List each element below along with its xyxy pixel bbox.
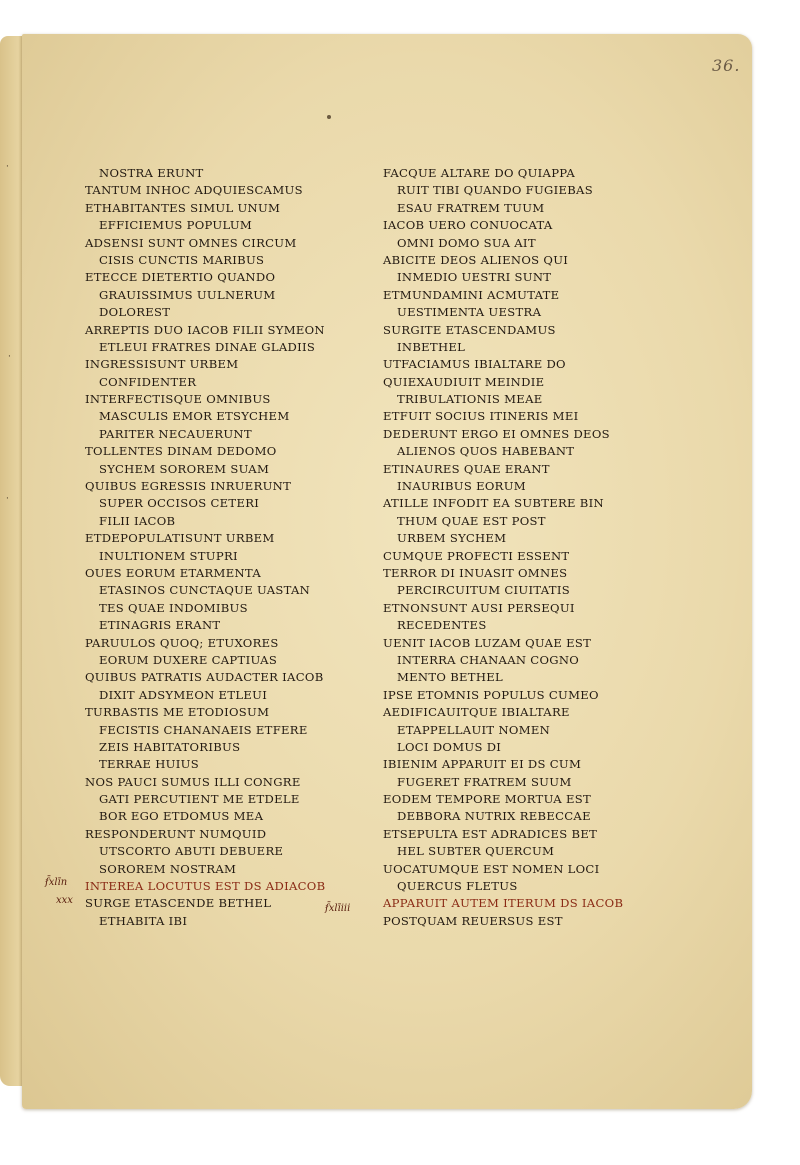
right-column-line: ETAPPELLAUIT NOMEN [397,722,551,737]
right-column-line: UTFACIAMUS IBIALTARE DO [383,357,566,372]
left-column-line: ETINAGRIS ERANT [99,618,221,633]
ink-dot [327,115,331,119]
previous-page-mark: · [8,352,11,362]
right-column-line: INTERRA CHANAAN COGNO [397,652,580,667]
right-column-line: LOCI DOMUS DI [397,739,502,754]
left-column-line: EFFICIEMUS POPULUM [99,218,253,233]
right-column-line: SURGITE ETASCENDAMUS [383,322,556,337]
left-column-line: MASCULIS EMOR ETSYCHEM [99,409,290,424]
left-column-line: ETLEUI FRATRES DINAE GLADIIS [99,339,316,354]
left-column-line: ADSENSI SUNT OMNES CIRCUM [85,235,297,250]
left-column-line: INTEREA LOCUTUS EST DS ADIACOB [85,879,326,894]
left-column-line: SUPER OCCISOS CETERI [99,496,260,511]
right-column-line: RUIT TIBI QUANDO FUGIEBAS [397,183,593,198]
right-column-line: ETMUNDAMINI ACMUTATE [383,287,560,302]
left-column-line: OUES EORUM ETARMENTA [85,565,262,580]
left-column-line: CONFIDENTER [99,374,197,389]
left-column-line: GRAUISSIMUS UULNERUM [99,287,276,302]
right-column-line: APPARUIT AUTEM ITERUM DS IACOB [383,896,624,911]
right-column-line: ABICITE DEOS ALIENOS QUI [383,252,569,267]
right-column-line: EODEM TEMPORE MORTUA EST [383,792,591,807]
left-column-line: SYCHEM SOROREM SUAM [99,461,270,476]
left-column-line: DIXIT ADSYMEON ETLEUI [99,687,268,702]
left-column-line: CISIS CUNCTIS MARIBUS [99,252,265,267]
right-column-line: INAURIBUS EORUM [397,479,526,494]
margin-rubric-left: ẜ̄xlīn [45,877,68,888]
right-column-line: FACQUE ALTARE DO QUIAPPA [383,166,576,180]
left-column-line: TANTUM INHOC ADQUIESCAMUS [85,183,303,198]
right-column-line: MENTO BETHEL [397,670,503,685]
left-column-line: ARREPTIS DUO IACOB FILII SYMEON [85,322,325,337]
right-column-line: QUIEXAUDIUIT MEINDIE [383,374,545,389]
right-text-column [383,165,653,930]
right-column-line: POSTQUAM REUERSUS EST [383,913,563,928]
left-column-line: NOS PAUCI SUMUS ILLI CONGRE [85,774,301,789]
left-column-line: QUIBUS EGRESSIS INRUERUNT [85,479,292,494]
left-column-line: GATI PERCUTIENT ME ETDELE [99,792,300,807]
right-column-line: RECEDENTES [397,618,487,633]
right-column-line: CUMQUE PROFECTI ESSENT [383,548,570,563]
left-column-line: TES QUAE INDOMIBUS [99,600,248,615]
right-column-line: TRIBULATIONIS MEAE [397,392,543,407]
left-column-line: SURGE ETASCENDE BETHEL [85,896,272,911]
left-column-line: UTSCORTO ABUTI DEBUERE [99,844,284,859]
right-column-line: ESAU FRATREM TUUM [397,200,545,215]
left-column-line: EORUM DUXERE CAPTIUAS [99,652,278,667]
right-column-line: INBETHEL [397,339,466,354]
left-column-line: FILII IACOB [99,513,176,528]
folio-number: 36. [712,56,741,75]
right-column-line: INMEDIO UESTRI SUNT [397,270,552,285]
previous-page-mark: · [6,162,9,172]
margin-rubric-left-2: xxx [56,895,73,906]
right-column-line: QUERCUS FLETUS [397,879,518,894]
left-column-line: QUIBUS PATRATIS AUDACTER IACOB [85,670,324,685]
left-column-line: PARITER NECAUERUNT [99,426,252,441]
margin-rubric-right: ẜ̄xlīiii [325,903,351,914]
right-column-line: URBEM SYCHEM [397,531,507,546]
left-column-line: ETECCE DIETERTIO QUANDO [85,270,276,285]
left-column-line: INGRESSISUNT URBEM [85,357,239,372]
right-column-line: FUGERET FRATREM SUUM [397,774,572,789]
left-column-line: TERRAE HUIUS [99,757,199,772]
right-column-line: ALIENOS QUOS HABEBANT [397,444,575,459]
right-column-line: DEDERUNT ERGO EI OMNES DEOS [383,426,610,441]
right-column-line: OMNI DOMO SUA AIT [397,235,536,250]
left-column-line: ETHABITANTES SIMUL UNUM [85,200,281,215]
left-column-line: ZEIS HABITATORIBUS [99,739,241,754]
left-column-line: INULTIONEM STUPRI [99,548,238,563]
left-text-column [85,165,355,930]
right-column-line: PERCIRCUITUM CIUITATIS [397,583,570,598]
left-column-line: ETHABITA IBI [99,913,188,928]
right-column-line: IBIENIM APPARUIT EI DS CUM [383,757,582,772]
previous-page-mark: · [6,494,9,504]
right-column-line: UENIT IACOB LUZAM QUAE EST [383,635,592,650]
left-column-line: RESPONDERUNT NUMQUID [85,826,267,841]
left-column-line: ETASINOS CUNCTAQUE UASTAN [99,583,311,598]
right-column-line: TERROR DI INUASIT OMNES [383,565,568,580]
left-column-line: NOSTRA ERUNT [99,166,204,180]
right-column-line: HEL SUBTER QUERCUM [397,844,555,859]
right-column-line: UOCATUMQUE EST NOMEN LOCI [383,861,600,876]
right-column-line: IPSE ETOMNIS POPULUS CUMEO [383,687,599,702]
left-column-line: SOROREM NOSTRAM [99,861,237,876]
left-column-line: TOLLENTES DINAM DEDOMO [85,444,277,459]
left-column-line: FECISTIS CHANANAEIS ETFERE [99,722,308,737]
right-column-line: THUM QUAE EST POST [397,513,546,528]
left-column-line: INTERFECTISQUE OMNIBUS [85,392,271,407]
right-column-line: DEBBORA NUTRIX REBECCAE [397,809,591,824]
left-column-line: DOLOREST [99,305,171,320]
left-column-line: BOR EGO ETDOMUS MEA [99,809,264,824]
right-column-line: ETSEPULTA EST ADRADICES BET [383,826,598,841]
left-column-line: ETDEPOPULATISUNT URBEM [85,531,275,546]
left-column-line: PARUULOS QUOQ; ETUXORES [85,635,279,650]
left-column-line: TURBASTIS ME ETODIOSUM [85,705,270,720]
right-column-line: ETFUIT SOCIUS ITINERIS MEI [383,409,579,424]
right-column-line: ETINAURES QUAE ERANT [383,461,550,476]
right-column-line: UESTIMENTA UESTRA [397,305,542,320]
right-column-line: AEDIFICAUITQUE IBIALTARE [383,705,570,720]
right-column-line: IACOB UERO CONUOCATA [383,218,553,233]
right-column-line: ATILLE INFODIT EA SUBTERE BIN [383,496,604,511]
right-column-line: ETNONSUNT AUSI PERSEQUI [383,600,575,615]
